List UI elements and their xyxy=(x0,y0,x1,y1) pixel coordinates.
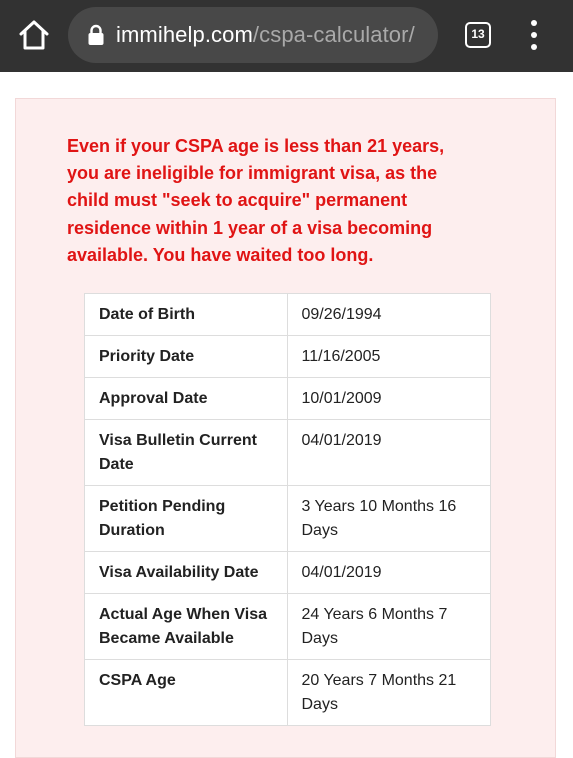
table-row xyxy=(85,378,491,420)
table-row xyxy=(85,552,491,594)
row-label: Visa Availability Date xyxy=(85,552,288,594)
table-row xyxy=(85,594,491,660)
row-value: 09/26/1994 xyxy=(287,294,491,336)
url-domain: immihelp.com xyxy=(116,22,253,47)
row-value: 04/01/2019 xyxy=(287,552,491,594)
row-label: Approval Date xyxy=(85,378,288,420)
lock-icon xyxy=(87,24,105,46)
table-row xyxy=(85,486,491,552)
row-value: 24 Years 6 Months 7 Days xyxy=(287,594,491,660)
url-text[interactable] xyxy=(116,21,415,49)
row-label: Actual Age When Visa Became Available xyxy=(85,594,288,660)
row-value: 3 Years 10 Months 16 Days xyxy=(287,486,491,552)
table-row xyxy=(85,420,491,486)
table-row xyxy=(85,336,491,378)
tab-switcher-button[interactable]: 13 xyxy=(465,22,491,48)
more-vert-icon[interactable] xyxy=(522,20,546,50)
browser-toolbar xyxy=(0,0,573,72)
row-value: 04/01/2019 xyxy=(287,420,491,486)
row-value: 11/16/2005 xyxy=(287,336,491,378)
cspa-result-table xyxy=(84,293,491,726)
row-label: Visa Bulletin Current Date xyxy=(85,420,288,486)
row-value: 20 Years 7 Months 21 Days xyxy=(287,660,491,726)
row-label: Petition Pending Duration xyxy=(85,486,288,552)
home-icon xyxy=(17,19,51,51)
address-bar[interactable] xyxy=(68,7,438,63)
table-row xyxy=(85,660,491,726)
row-value: 10/01/2009 xyxy=(287,378,491,420)
row-label: CSPA Age xyxy=(85,660,288,726)
home-button[interactable] xyxy=(17,19,51,51)
url-path: /cspa-calculator/ xyxy=(252,22,415,47)
ineligibility-warning: Even if your CSPA age is less than 21 years, you are ineligible for immigrant visa, as the child must "seek to acquire" permanent residence within 1 year of a visa becoming available. You have waited too long. xyxy=(67,136,445,265)
table-row xyxy=(85,294,491,336)
row-label: Priority Date xyxy=(85,336,288,378)
row-label: Date of Birth xyxy=(85,294,288,336)
